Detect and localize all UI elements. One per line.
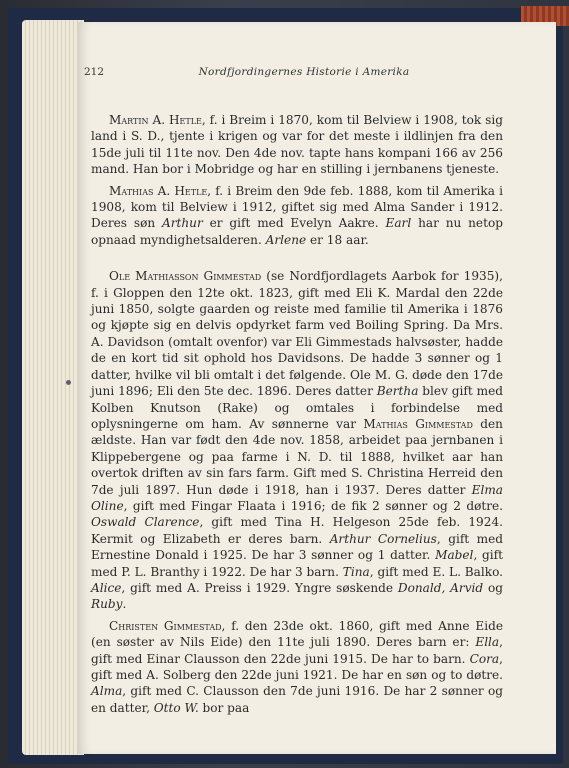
margin-mark — [66, 380, 71, 385]
text-run: bor paa — [198, 700, 250, 715]
child-name: Otto W. — [153, 700, 199, 715]
text-run: , f. i Breim den 9de feb. 1888, kom til Amerika i 1908, kom til Belview i 1912, giftet sig med Alma Sander i 1912. Deres søn — [91, 183, 503, 231]
text-run: , gift med Einar Clausson den 22de juni 1915. De har to barn. — [91, 635, 503, 666]
child-name: Cora — [469, 651, 500, 666]
text-run: , gift med A. Preiss i 1929. Yngre søskende — [121, 580, 398, 595]
page-body — [91, 112, 503, 716]
text-run: , gift med P. L. Branthy i 1922. De har 3 barn. — [91, 548, 503, 579]
child-name: Earl — [385, 216, 412, 231]
paragraph — [91, 112, 503, 178]
person-name: Mathias A. Hetle — [109, 183, 208, 198]
text-run: blev gift med Kolben Knutson (Rake) og omtales i forbindelse med oplysningerne om ham. Av sønnerne var — [91, 384, 503, 431]
person-name: Ole Mathiasson Gimmestad — [109, 269, 262, 284]
text-run: er gift med Evelyn Aakre. — [202, 216, 386, 231]
child-name: Tina — [342, 564, 370, 579]
running-head — [84, 66, 504, 82]
child-name: Elma Oline — [91, 482, 503, 513]
child-name: Ella — [475, 635, 500, 650]
paragraph — [91, 618, 503, 716]
child-name: Alma — [91, 684, 123, 699]
running-title: Nordfjordingernes Historie i Amerika — [198, 66, 410, 78]
text-run: . — [122, 597, 127, 612]
paragraph — [91, 183, 503, 249]
person-name: Martin A. Hetle — [109, 113, 202, 127]
child-name: Arlene — [265, 232, 307, 247]
page-stack — [22, 20, 84, 755]
text-run: , gift med Fingar Flaata i 1916; de fik 2 sønner og 2 døtre. — [123, 498, 503, 513]
text-run: , f. i Breim i 1870, kom til Belview i 1908, tok sig land i S. D., tjente i krigen og var for det meste i ildlinjen fra den 15de juli til 11te nov. Den 4de nov. tapte hans kompani 166 av 256 mand. Han bor i Mobridge og har en stilling i jernbanens tjeneste. — [91, 113, 503, 177]
text-run: og — [483, 580, 504, 595]
text-run: , f. den 23de okt. 1860, gift med Anne Eide (en søster av Nils Eide) den 11te juli 1890. Deres barn er: — [91, 618, 503, 650]
text-run: , gift med Tina H. Helgeson 25de feb. 1924. Kermit og Elizabeth er deres barn. — [91, 515, 503, 546]
text-run: er 18 aar. — [306, 232, 369, 247]
child-name: Alice — [91, 580, 122, 595]
text-run: har nu netop opnaad myndighetsalderen. — [91, 216, 503, 247]
text-run: , gift med C. Clausson den 7de juni 1916. De har 2 sønner og en datter, — [91, 684, 503, 715]
person-name: Christen Gimmestad — [109, 618, 222, 633]
child-name: Bertha — [376, 384, 419, 399]
child-name: Oswald Clarence — [91, 515, 200, 530]
page-number: 212 — [84, 66, 105, 78]
child-name: Arthur — [162, 216, 203, 231]
paragraph — [91, 268, 503, 613]
text-run: (se Nordfjordlagets Aarbok for 1935), f. i Gloppen den 12te okt. 1823, gift med Eli K. Mardal den 22de juni 1850, solgte gaarden og reiste med familie til Amerika i 1876 og kjøpte sig en delvis opdyrket farm ved Boiling Spring. Da Mrs. A. Davidson (omtalt ovenfor) var Eli Gimmestads halvsøster, hadde de en kort tid sit ophold hos Davidsons. De hadde 3 sønner og 1 datter, hvilke vil bli omtalt i det følgende. Ole M. G. døde den 17de juni 1896; Eli den 5te dec. 1896. Deres datter — [91, 269, 503, 399]
child-name: Mabel — [435, 548, 474, 563]
child-name: Ruby — [91, 597, 123, 612]
text-run: , gift med A. Solberg den 22de juni 1921. De har en søn og to døtre. — [91, 651, 503, 682]
text-run: , gift med Ernestine Donald i 1925. De har 3 sønner og 1 datter. — [91, 531, 503, 563]
person-name: Mathias Gimmestad — [363, 416, 473, 431]
child-name: Donald, Arvid — [397, 580, 484, 595]
child-name: Arthur Cornelius — [329, 531, 437, 546]
text-run: den ældste. Han var født den 4de nov. 1858, arbeidet paa jernbanen i Klippebergene og paa farme i N. D. til 1888, hvilket aar han overtok driften av sin fars farm. Gift med S. Christina Herreid den 7de juli 1897. Hun døde i 1918, han i 1937. Deres datter — [91, 416, 503, 497]
text-run: , gift med E. L. Balko. — [369, 564, 503, 579]
